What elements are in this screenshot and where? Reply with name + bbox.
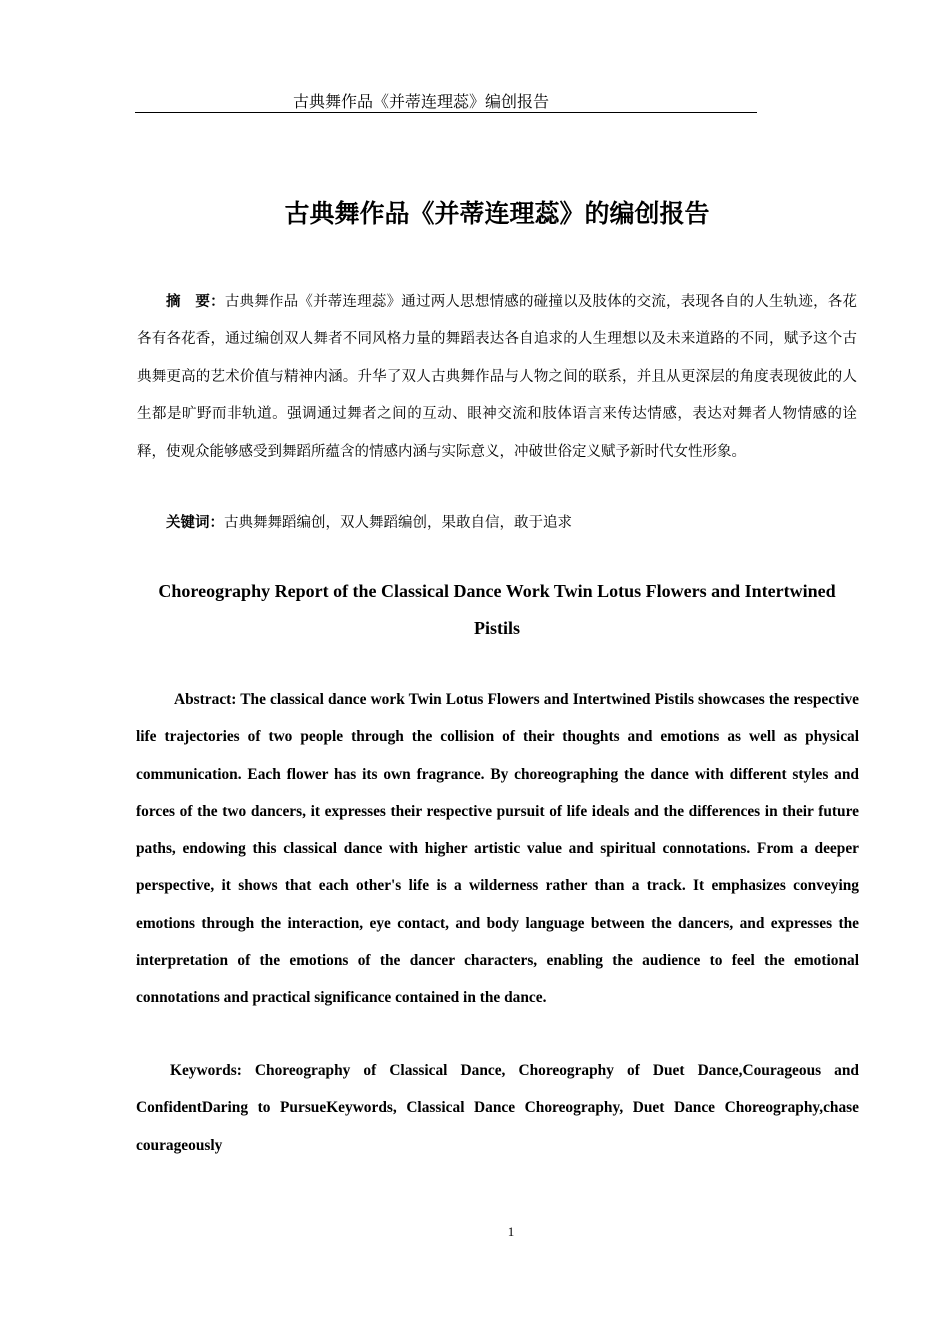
chinese-abstract-text: 古典舞作品《并蒂连理蕊》通过两人思想情感的碰撞以及肢体的交流，表现各自的人生轨迹，各花各有各花香，通过编创双人舞者不同风格力量的舞蹈表达各自追求的人生理想以及未来道路的不同，赋予这个古典舞更高的艺术价值与精神内涵。升华了双人古典舞作品与人物之间的联系，并且从更深层的角度表现彼此的人生都是旷野而非轨道。强调通过舞者之间的互动、眼神交流和肢体语言来传达情感，表达对舞者人物情感的诠释，使观众能够感受到舞蹈所蕴含的情感内涵与实际意义，冲破世俗定义赋予新时代女性形象。 — [137, 294, 857, 460]
page-number: 1 — [507, 1224, 515, 1239]
english-abstract — [136, 681, 859, 1017]
running-header — [135, 92, 757, 113]
english-abstract-text: The classical dance work Twin Lotus Flowers and Intertwined Pistils showcases the respective life trajectories of two people through the collision of their thoughts and emotions as well as physical communication. Each flower has its own fragrance. By choreographing the dance with different styles and forces of the two dancers, it expresses their respective pursuit of life ideals and the differences in their future paths, endowing this classical dance with higher artistic value and spiritual connotations. From a deeper perspective, it shows that each other's life is a wilderness rather than a track. It emphasizes conveying emotions through the interaction, eye contact, and body language between the dancers, and expresses the interpretation of the emotions of the dancer characters, enabling the audience to feel the emotional connotations and practical significance contained in the dance. — [136, 691, 859, 1007]
chinese-keywords — [137, 504, 857, 542]
english-title: Choreography Report of the Classical Dance Work Twin Lotus Flowers and Intertwined Pistils — [158, 581, 836, 638]
chinese-keywords-text: 古典舞舞蹈编创，双人舞蹈编创，果敢自信，敢于追求 — [224, 515, 572, 531]
chinese-title: 古典舞作品《并蒂连理蕊》的编创报告 — [284, 199, 710, 228]
english-keywords-label: Keywords: — [170, 1062, 242, 1079]
english-abstract-label: Abstract: — [174, 691, 237, 708]
chinese-abstract-label: 摘 要： — [166, 293, 225, 310]
english-keywords — [136, 1052, 859, 1164]
chinese-abstract — [137, 283, 857, 471]
english-keywords-text: Choreography of Classical Dance, Choreography of Duet Dance,Courageous and ConfidentDaring to PursueKeywords, Classical Dance Choreography, Duet Dance Choreography,chase courageously — [136, 1062, 859, 1154]
chinese-keywords-label: 关键词： — [166, 514, 224, 531]
running-header-title: 古典舞作品《并蒂连理蕊》编创报告 — [293, 92, 550, 111]
